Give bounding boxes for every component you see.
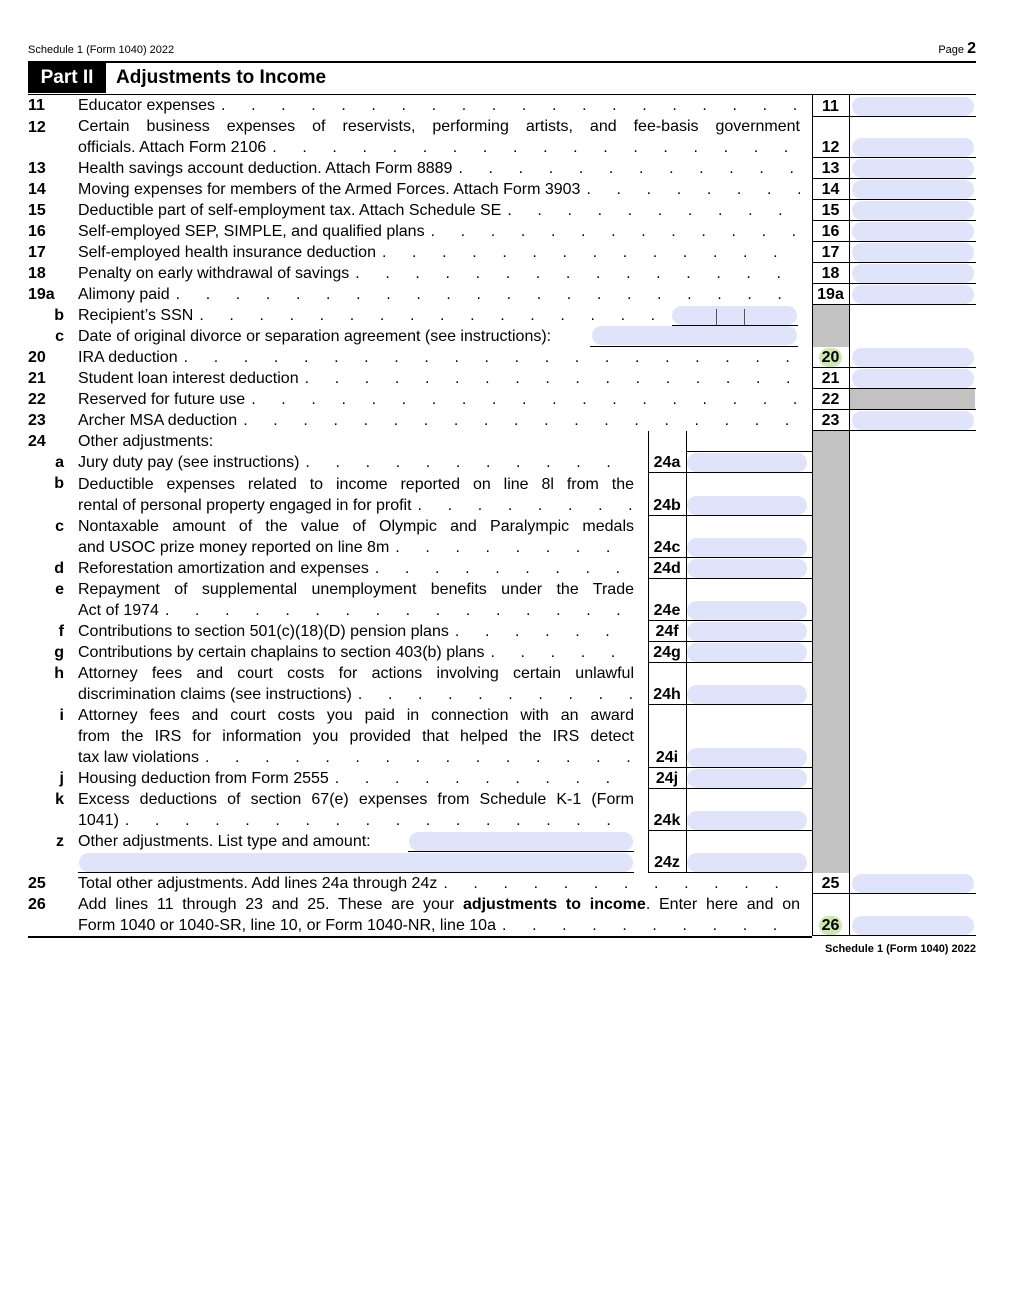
form-line-18 (28, 263, 976, 284)
description-line (78, 95, 800, 116)
amount-field-21[interactable] (852, 369, 974, 388)
description-line (78, 726, 634, 747)
description-text: Health savings account deduction. Attach Form 8889 (78, 160, 453, 177)
dot-leader (484, 642, 634, 663)
text-segment: . Enter here and on (645, 896, 800, 913)
dot-leader (245, 389, 800, 410)
line-number: 19a (28, 286, 55, 303)
amount-field-24g[interactable] (687, 643, 807, 662)
sub-box-label: 24z (654, 854, 680, 871)
description-line (78, 263, 800, 284)
dot-leader (199, 747, 634, 768)
footer-form-name: Schedule 1 (Form 1040) 2022 (824, 943, 976, 955)
form-line-26 (28, 894, 976, 936)
line-box-number: 13 (821, 160, 840, 177)
form-line-22 (28, 389, 976, 410)
description-line (78, 389, 800, 410)
sub-box-label: 24a (653, 454, 681, 471)
description-line (78, 368, 800, 389)
description-text: Act of 1974 (78, 602, 159, 619)
description-line (78, 347, 800, 368)
line-number: c (55, 328, 64, 345)
line-box-label (812, 96, 849, 117)
line-description (78, 368, 800, 389)
line-description (78, 305, 668, 326)
description-text: Total other adjustments. Add lines 24a through 24z (78, 875, 438, 892)
line-number: 14 (28, 181, 46, 198)
line-box-number: 17 (821, 244, 840, 261)
dot-leader (170, 284, 800, 305)
description-text: Nontaxable amount of the value of Olympic and Paralympic medals (78, 518, 634, 535)
amount-field-19a[interactable] (852, 285, 974, 304)
description-text: Reforestation amortization and expenses (78, 560, 369, 577)
line-box-label (812, 263, 849, 284)
line-description (78, 116, 800, 158)
amount-field-16[interactable] (852, 222, 974, 241)
line-description (78, 768, 634, 789)
line-number: 11 (28, 97, 45, 114)
text-segment: adjustments to income (462, 896, 646, 913)
amount-field-26[interactable] (852, 916, 974, 935)
line-box-number: 21 (821, 370, 840, 387)
line-box-label (812, 137, 849, 158)
description-text: Excess deductions of section 67(e) expenses from Schedule K-1 (Form (78, 791, 634, 808)
description-text: Recipient’s SSN (78, 307, 194, 324)
description-line (78, 621, 634, 642)
amount-field-25[interactable] (852, 874, 974, 893)
amount-field-24d[interactable] (687, 559, 807, 578)
line-description (78, 452, 634, 473)
line-description (78, 158, 800, 179)
dot-leader (412, 495, 634, 516)
description-text: Reserved for future use (78, 391, 246, 408)
line-number: k (55, 791, 64, 808)
part-label: Part II (28, 63, 106, 93)
sub-box-label: 24i (655, 749, 679, 766)
description-text: Date of original divorce or separation agreement (see instructions): (78, 328, 552, 345)
line-description (78, 284, 800, 305)
line-description (78, 873, 800, 894)
dot-leader (580, 179, 800, 200)
dot-leader (452, 158, 800, 179)
form-line-15 (28, 200, 976, 221)
description-text: Contributions to section 501(c)(18)(D) pension plans (78, 623, 449, 640)
form-line-19a (28, 284, 976, 305)
line-description (78, 663, 634, 705)
description-line (78, 747, 634, 768)
line-description (78, 642, 634, 663)
line-box-number: 26 (819, 916, 843, 935)
description-line (78, 516, 634, 537)
dot-leader (159, 600, 634, 621)
description-line (78, 789, 634, 810)
description-text: IRA deduction (78, 349, 178, 366)
line-box-number: 14 (821, 181, 840, 198)
line-description (78, 516, 634, 558)
form-line-11 (28, 95, 976, 117)
sub-box-label: 24k (653, 812, 681, 829)
description-line (78, 663, 634, 684)
line-box-number: 15 (821, 202, 840, 219)
amount-field-24a[interactable] (687, 453, 807, 472)
amount-field-24b[interactable] (687, 496, 807, 515)
form-line-16 (28, 221, 976, 242)
column-rule (686, 431, 687, 873)
part-title: Adjustments to Income (116, 67, 327, 88)
line-box-label (812, 347, 849, 368)
line-box-label (812, 410, 849, 431)
form-line-17 (28, 242, 976, 263)
line-number: z (56, 833, 64, 850)
dot-leader (266, 137, 800, 158)
line-description (78, 347, 800, 368)
column-rule (648, 431, 649, 873)
line-number: i (59, 707, 64, 724)
line-box-label (812, 200, 849, 221)
text-segment: Add lines 11 through 23 and 25. These are your (78, 896, 463, 913)
amount-field-24z[interactable] (687, 853, 807, 872)
form-line-25 (28, 873, 976, 894)
line-number: 18 (28, 265, 46, 282)
description-line (78, 158, 800, 179)
line-number: j (59, 770, 64, 787)
amount-field-14[interactable] (852, 180, 974, 199)
description-text: Form 1040 or 1040-SR, line 10, or Form 1040-NR, line 10a (78, 917, 496, 934)
description-text: Educator expenses (78, 97, 215, 114)
form-name: Schedule 1 (Form 1040) 2022 (28, 44, 175, 56)
line-description (78, 221, 800, 242)
amount-field-13[interactable] (852, 159, 974, 178)
line-box-label (812, 915, 849, 936)
description-line (78, 137, 800, 158)
description-text: Certain business expenses of reservists, performing artists, and fee-basis government (78, 118, 800, 135)
bottom-rule (28, 936, 812, 938)
line-box-number: 11 (822, 98, 839, 115)
line-number: 16 (28, 223, 46, 240)
description-text: and USOC prize money reported on line 8m (78, 539, 390, 556)
line-description (78, 179, 800, 200)
amount-field-24e[interactable] (687, 601, 807, 620)
description-line (78, 768, 634, 789)
description-text: tax law violations (78, 749, 199, 766)
shaded-column (812, 431, 849, 873)
dot-leader (299, 368, 800, 389)
line-number: a (55, 454, 64, 471)
page-label: Page (938, 44, 965, 56)
sub-box-label: 24e (653, 602, 681, 619)
row-rule (812, 935, 976, 936)
line-number: 24 (28, 433, 46, 450)
line-number: f (58, 623, 64, 640)
dot-leader (425, 221, 800, 242)
line-number: 15 (28, 202, 46, 219)
line-box-number: 25 (821, 875, 840, 892)
description-line (78, 642, 634, 663)
description-line (78, 200, 800, 221)
dot-leader (501, 200, 800, 221)
line-number: 17 (28, 244, 46, 261)
dot-leader (119, 810, 634, 831)
amount-field-24c[interactable] (687, 538, 807, 557)
description-line (78, 221, 800, 242)
amount-field-24f[interactable] (687, 622, 807, 641)
sub-box-label: 24g (653, 644, 681, 661)
other-adjustment-type-input[interactable] (409, 832, 633, 851)
description-line (78, 579, 634, 600)
amount-field-24h[interactable] (687, 685, 807, 704)
line-description (78, 389, 800, 410)
underline (408, 851, 634, 852)
dot-leader (437, 873, 800, 894)
description-line (78, 705, 634, 726)
line-box-label (812, 389, 849, 410)
description-text: Archer MSA deduction (78, 412, 238, 429)
description-line (78, 600, 634, 621)
page-indicator (938, 40, 976, 58)
description-text: Penalty on early withdrawal of savings (78, 265, 350, 282)
description-text: Moving expenses for members of the Armed Forces. Attach Form 3903 (78, 181, 581, 198)
dot-leader (449, 621, 634, 642)
sub-box-label: 24c (653, 539, 681, 556)
line-description (78, 789, 634, 831)
dot-leader (349, 263, 800, 284)
description-line (78, 474, 634, 495)
line-box-number: 12 (821, 139, 840, 156)
amount-field-15[interactable] (852, 201, 974, 220)
description-text: Jury duty pay (see instructions) (78, 454, 300, 471)
description-text: officials. Attach Form 2106 (78, 139, 267, 156)
line-box-label (812, 158, 849, 179)
line-description (78, 474, 634, 516)
line-box-number: 20 (819, 348, 843, 367)
description-text: 1041) (78, 812, 119, 829)
description-text: Attorney fees and court costs for actions involving certain unlawful (78, 665, 634, 682)
description-text (78, 896, 800, 913)
dot-leader (193, 305, 668, 326)
form-line-21 (28, 368, 976, 389)
line-box-label (812, 368, 849, 389)
description-line (78, 537, 634, 558)
line-number: 26 (28, 896, 46, 913)
line-description (78, 95, 800, 116)
form-line-13 (28, 158, 976, 179)
form-line-23 (28, 410, 976, 431)
line-box-number: 19a (817, 286, 844, 303)
line-description (78, 242, 800, 263)
line-description (78, 200, 800, 221)
dot-leader (329, 768, 634, 789)
line-number: g (54, 644, 64, 661)
description-line (78, 284, 800, 305)
description-line (78, 452, 634, 473)
description-line (78, 915, 800, 936)
line-description (78, 263, 800, 284)
description-text: Alimony paid (78, 286, 170, 303)
page-number: 2 (967, 40, 976, 57)
line-box-number: 23 (821, 412, 840, 429)
line-box-number: 16 (821, 223, 840, 240)
ssn-separator (744, 309, 745, 325)
dot-leader (215, 95, 800, 116)
sub-box-label: 24f (655, 623, 679, 640)
description-line (78, 684, 634, 705)
line-number: 23 (28, 412, 46, 429)
dot-leader (369, 558, 634, 579)
description-text: Other adjustments. List type and amount: (78, 833, 371, 850)
line-number: b (54, 475, 64, 492)
description-text: from the IRS for information you provided that helped the IRS detect (78, 728, 634, 745)
form-line-20 (28, 347, 976, 368)
amount-field-23[interactable] (852, 411, 974, 430)
description-text: discrimination claims (see instructions) (78, 686, 352, 703)
dot-leader (299, 452, 634, 473)
amount-field-18[interactable] (852, 264, 974, 283)
other-adjustment-type-input-line2[interactable] (79, 853, 633, 872)
line-number: 22 (28, 391, 46, 408)
description-line (78, 894, 800, 915)
description-line (78, 179, 800, 200)
amount-field-24j[interactable] (687, 769, 807, 788)
line-number: 25 (28, 875, 46, 892)
description-text: Housing deduction from Form 2555 (78, 770, 329, 787)
sub-box-label: 24h (653, 686, 681, 703)
ssn-separator (716, 309, 717, 325)
sub-box-label: 24b (653, 497, 681, 514)
line-description (78, 579, 634, 621)
line-number: 13 (28, 160, 46, 177)
line-number: c (55, 518, 64, 535)
amount-field-24k[interactable] (687, 811, 807, 830)
line-description (78, 894, 800, 936)
description-text: Deductible expenses related to income reported on line 8l from the (78, 476, 634, 493)
form-line-12 (28, 117, 976, 158)
description-line (78, 305, 668, 326)
description-text: Contributions by certain chaplains to section 403(b) plans (78, 644, 485, 661)
line-description (78, 558, 634, 579)
description-line (78, 410, 800, 431)
description-line (78, 242, 800, 263)
line-description (78, 431, 800, 452)
description-line (78, 495, 634, 516)
description-line (78, 873, 800, 894)
divorce-date-input[interactable] (592, 326, 797, 345)
description-text: rental of personal property engaged in for profit (78, 497, 412, 514)
amount-field-17[interactable] (852, 243, 974, 262)
line-box-label (812, 242, 849, 263)
line-description (78, 410, 800, 431)
description-text: Student loan interest deduction (78, 370, 299, 387)
amount-field-22 (850, 389, 975, 409)
line-description (78, 705, 634, 768)
form-line-14 (28, 179, 976, 200)
description-text: Deductible part of self-employment tax. Attach Schedule SE (78, 202, 502, 219)
description-line (78, 558, 634, 579)
sub-box-label: 24j (655, 770, 679, 787)
line-box-label (812, 873, 849, 894)
line-description (78, 621, 634, 642)
description-line (78, 810, 634, 831)
description-text: Self-employed health insurance deduction (78, 244, 376, 261)
dot-leader (376, 242, 800, 263)
line-number: h (54, 665, 64, 682)
line-box-number: 18 (821, 265, 840, 282)
line-box-label (812, 179, 849, 200)
amount-field-20[interactable] (852, 348, 974, 367)
sub-box-label: 24d (653, 560, 681, 577)
line-box-label (812, 221, 849, 242)
line-number: e (55, 581, 64, 598)
shaded-column (812, 305, 849, 347)
description-text: Self-employed SEP, SIMPLE, and qualified plans (78, 223, 425, 240)
line-number: 20 (28, 349, 46, 366)
description-text: Other adjustments: (78, 433, 214, 450)
amount-field-12[interactable] (852, 138, 974, 157)
description-text: Attorney fees and court costs you paid in connection with an award (78, 707, 634, 724)
description-line (78, 116, 800, 137)
line-number: 21 (28, 370, 46, 387)
description-line (78, 431, 800, 452)
amount-field-11[interactable] (852, 97, 974, 116)
line-number: d (54, 560, 64, 577)
recipient-ssn-input[interactable] (672, 306, 797, 325)
line-number: b (54, 307, 64, 324)
column-rule (849, 95, 850, 936)
column-rule (812, 95, 813, 936)
dot-leader (389, 537, 634, 558)
line-number: 12 (28, 119, 46, 136)
description-text: Repayment of supplemental unemployment benefits under the Trade (78, 581, 634, 598)
amount-field-24i[interactable] (687, 748, 807, 767)
dot-leader (496, 915, 800, 936)
dot-leader (237, 410, 800, 431)
line-box-label (812, 284, 849, 305)
line-box-number: 22 (821, 391, 840, 408)
dot-leader (352, 684, 634, 705)
dot-leader (178, 347, 800, 368)
